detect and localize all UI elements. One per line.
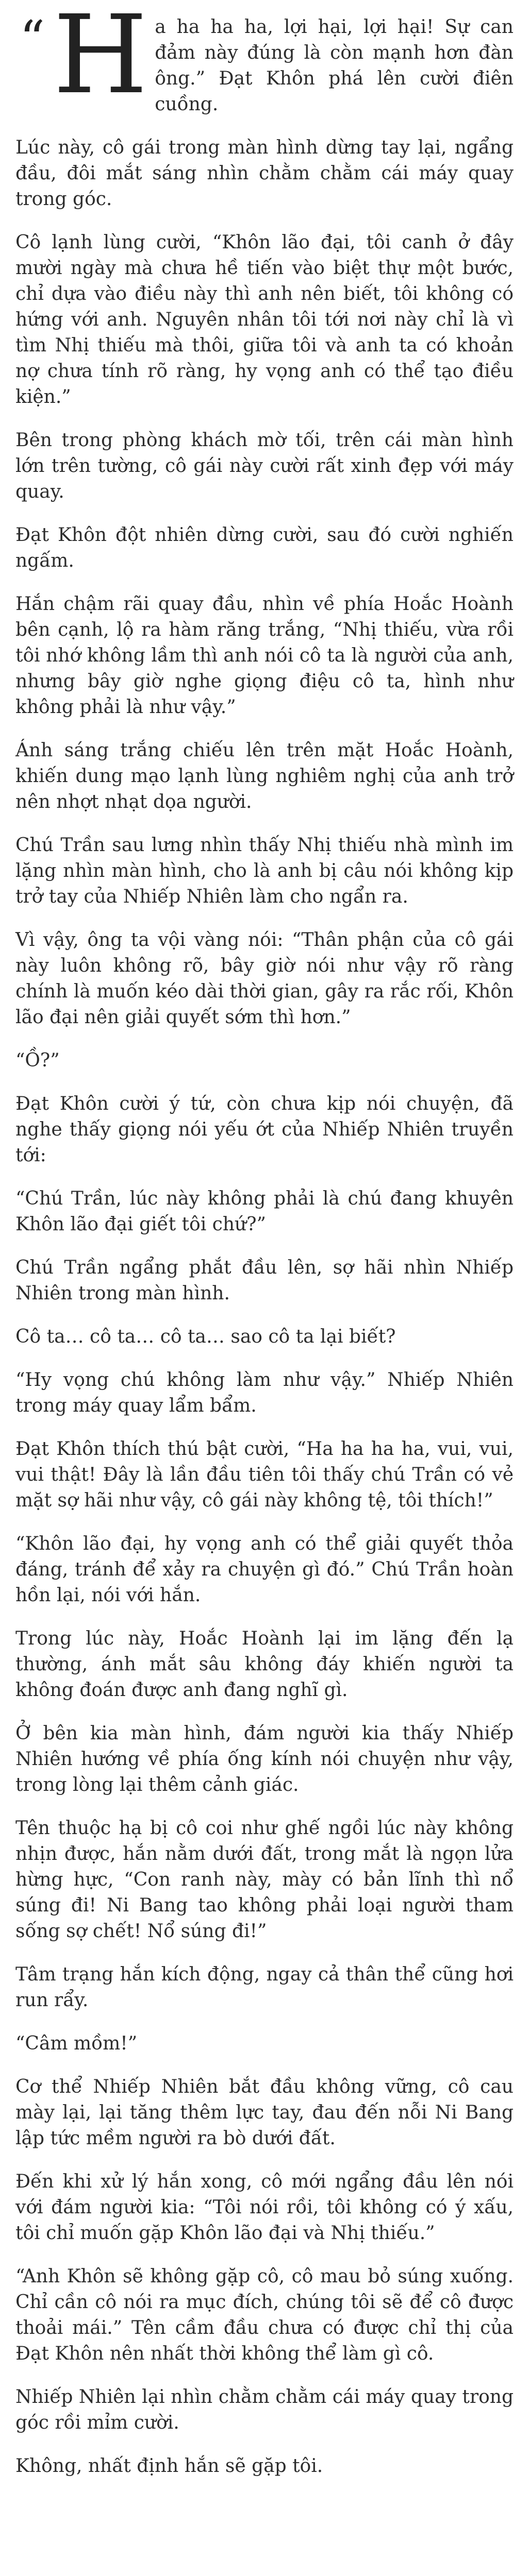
dropcap-letter: H bbox=[53, 0, 148, 118]
paragraph: Đạt Khôn đột nhiên dừng cười, sau đó cười nghiến ngấm. bbox=[15, 524, 514, 571]
paragraph: “Câm mồm!” bbox=[15, 2033, 138, 2054]
paragraph: Trong lúc này, Hoắc Hoành lại im lặng đến lạ thường, ánh mắt sâu không đáy khiến người ta không đoán được anh đang nghĩ gì. bbox=[15, 1628, 514, 1701]
paragraph: Nhiếp Nhiên lại nhìn chằm chằm cái máy quay trong góc rồi mỉm cười. bbox=[15, 2386, 514, 2433]
paragraph: Chú Trần ngẩng phắt đầu lên, sợ hãi nhìn Nhiếp Nhiên trong màn hình. bbox=[15, 1257, 514, 1304]
paragraph: Ở bên kia màn hình, đám người kia thấy Nhiếp Nhiên hướng về phía ống kính nói chuyện như vậy, trong lòng lại thêm cảnh giác. bbox=[15, 1723, 514, 1795]
paragraph: “Ồ?” bbox=[15, 1050, 60, 1071]
paragraph: Không, nhất định hắn sẽ gặp tôi. bbox=[15, 2455, 323, 2477]
dropcap-quote-mark: “ bbox=[20, 10, 45, 68]
paragraph: Cơ thể Nhiếp Nhiên bắt đầu không vững, cô cau mày lại, lại tăng thêm lực tay, đau đến nỗi Ni Bang lập tức mềm người ra bò dưới đất. bbox=[15, 2076, 514, 2149]
paragraph: Đến khi xử lý hắn xong, cô mới ngẩng đầu lên nói với đám người kia: “Tôi nói rồi, tôi không có ý xấu, tôi chỉ muốn gặp Khôn lão đại và Nhị thiếu.” bbox=[15, 2171, 514, 2244]
paragraph: Chú Trần sau lưng nhìn thấy Nhị thiếu nhà mình im lặng nhìn màn hình, cho là anh bị câu nói không kịp trở tay của Nhiếp Nhiên làm cho ngẩn ra. bbox=[15, 835, 514, 907]
paragraph: Tâm trạng hắn kích động, ngay cả thân thể cũng hơi run rẩy. bbox=[15, 1964, 514, 2011]
paragraph: “Anh Khôn sẽ không gặp cô, cô mau bỏ súng xuống. Chỉ cần cô nói ra mục đích, chúng tôi sẽ để cô được thoải mái.” Tên cầm đầu chưa có được chỉ thị của Đạt Khôn nên nhất thời không thể làm gì cô. bbox=[15, 2266, 514, 2364]
paragraph: “Hy vọng chú không làm như vậy.” Nhiếp Nhiên trong máy quay lẩm bẩm. bbox=[15, 1369, 514, 1416]
paragraph: Cô ta… cô ta… cô ta… sao cô ta lại biết? bbox=[15, 1326, 396, 1347]
paragraph-list bbox=[15, 135, 514, 2479]
paragraph: Đạt Khôn thích thú bật cười, “Ha ha ha ha, vui, vui, vui thật! Đây là lần đầu tiên tôi thấy chú Trần có vẻ mặt sợ hãi như vậy, cô gái này không tệ, tôi thích!” bbox=[15, 1438, 514, 1511]
paragraph: Tên thuộc hạ bị cô coi như ghế ngồi lúc này không nhịn được, hắn nằm dưới đất, trong mắt là ngọn lửa hừng hực, “Con ranh này, mày có bản lĩnh thì nổ súng đi! Ni Bang tao không phải loại người tham sống sợ chết! Nổ súng đi!” bbox=[15, 1818, 514, 1942]
paragraph: Hắn chậm rãi quay đầu, nhìn về phía Hoắc Hoành bên cạnh, lộ ra hàm răng trắng, “Nhị thiếu, vừa rồi tôi nhớ không lầm thì anh nói cô ta là người của anh, nhưng bây giờ nghe giọng điệu cô ta, hình như không phải là như vậy.” bbox=[15, 594, 514, 718]
paragraph: Vì vậy, ông ta vội vàng nói: “Thân phận của cô gái này luôn không rõ, bây giờ nói như vậy rõ ràng chính là muốn kéo dài thời gian, gây ra rắc rối, Khôn lão đại nên giải quyết sớm thì hơn.” bbox=[15, 929, 514, 1028]
paragraph: “Khôn lão đại, hy vọng anh có thể giải quyết thỏa đáng, tránh để xảy ra chuyện gì đó.” Chú Trần hoàn hồn lại, nói với hắn. bbox=[15, 1533, 514, 1606]
paragraph: Cô lạnh lùng cười, “Khôn lão đại, tôi canh ở đây mười ngày mà chưa hề tiến vào biệt thự một bước, chỉ dựa vào điều này thì anh nên biết, tôi không có hứng với anh. Nguyên nhân tôi tới nơi này chỉ là vì tìm Nhị thiếu mà thôi, giữa tôi và anh ta có khoản nợ chưa tính rõ ràng, hy vọng anh có thể tạo điều kiện.” bbox=[15, 232, 514, 408]
first-paragraph-text: a ha ha ha, lợi hại, lợi hại! Sự can đảm này đúng là còn mạnh hơn đàn ông.” Đạt Khôn phá lên cười điên cuồng. bbox=[155, 16, 514, 115]
first-paragraph bbox=[15, 0, 514, 118]
paragraph: “Chú Trần, lúc này không phải là chú đang khuyên Khôn lão đại giết tôi chứ?” bbox=[15, 1188, 514, 1235]
paragraph: Bên trong phòng khách mờ tối, trên cái màn hình lớn trên tường, cô gái này cười rất xinh đẹp với máy quay. bbox=[15, 430, 514, 502]
paragraph: Ánh sáng trắng chiếu lên trên mặt Hoắc Hoành, khiến dung mạo lạnh lùng nghiêm nghị của anh trở nên nhợt nhạt dọa người. bbox=[15, 740, 514, 812]
paragraph: Đạt Khôn cười ý tứ, còn chưa kịp nói chuyện, đã nghe thấy giọng nói yếu ớt của Nhiếp Nhiên truyền tới: bbox=[15, 1093, 514, 1166]
paragraph: Lúc này, cô gái trong màn hình dừng tay lại, ngẩng đầu, đôi mắt sáng nhìn chằm chằm cái máy quay trong góc. bbox=[15, 137, 514, 210]
